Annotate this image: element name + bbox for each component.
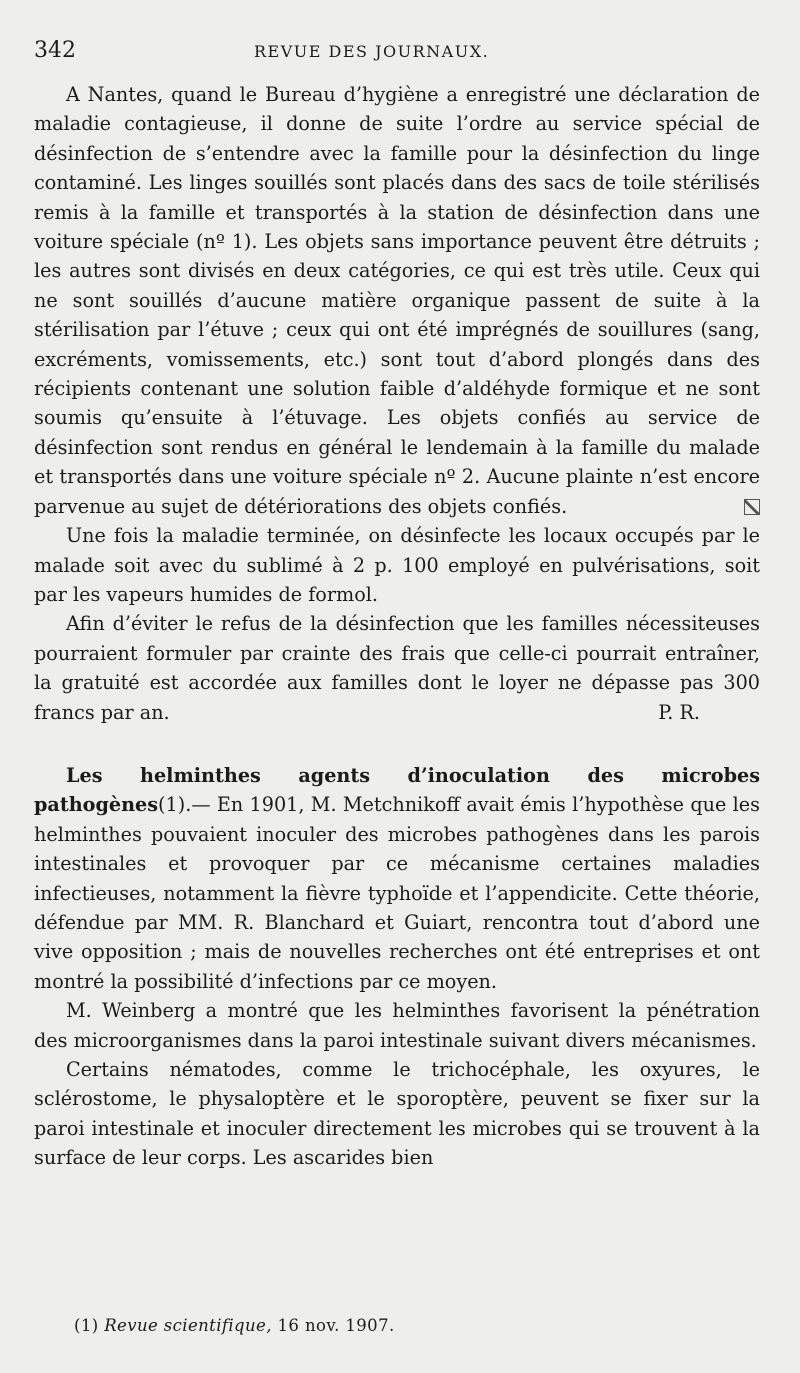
paragraph-weinberg: M. Weinberg a montré que les helminthes favorisent la pénétration des microorganismes dans la paroi intestinale suivant divers mécanismes. <box>34 999 760 1052</box>
paragraph-premises: Une fois la maladie terminée, on désinfecte les locaux occupés par le malade soit avec du sublimé à 2 p. 100 employé en pulvérisations, soit par les vapeurs humides de formol. <box>34 524 760 606</box>
paragraph-text: .— En 1901, M. Metchnikoff avait émis l’hypothèse que les helminthes pouvaient inoculer des microbes pathogènes dans les parois intestinales et provoquer par ce mécanisme certaines maladies infectieuses, notamment la fièvre typhoïde et l’appendicite. Cette théorie, défendue par MM. R. Blanchard et Guiart, rencontra tout d’abord une vive opposition ; mais de nouvelles recherches ont été entreprises et ont montré la possibilité d’infections par ce moyen. <box>34 793 760 993</box>
paragraph-helminthes <box>34 761 760 996</box>
section-title: Les helminthes agents d’inoculation des microbes pathogènes <box>34 763 760 817</box>
section-gap <box>34 727 760 761</box>
paragraph-nematodes: Certains nématodes, comme le trichocéphale, les oxyures, le sclérostome, le physaloptère et le sporoptère, peuvent se fixer sur la paroi intestinale et inoculer directement les microbes qui se trouvent à la surface de leur corps. Les ascarides bien <box>34 1058 760 1170</box>
author-initials: P. R. <box>658 700 700 724</box>
running-head: REVUE DES JOURNAUX. <box>254 42 490 61</box>
footnote <box>74 1316 395 1335</box>
body-text <box>34 80 760 1173</box>
paragraph-disinfection-nantes <box>34 80 760 521</box>
footnote-journal: Revue scientifique, <box>104 1316 272 1335</box>
footnote-date: 16 nov. 1907. <box>277 1316 395 1335</box>
paragraph-free-disinfection <box>34 609 760 727</box>
paragraph-text: Afin d’éviter le refus de la désinfection que les familles nécessiteuses pourraient formuler par crainte des frais que celle-ci pourrait entraîner, la gratuité est accordée aux familles dont le loyer ne dépasse pas 300 francs par an. <box>34 612 760 724</box>
reference-mark-icon <box>744 499 760 515</box>
page-header <box>34 38 760 66</box>
footnote-marker: (1) <box>74 1316 99 1335</box>
section-footnote-marker: (1) <box>158 793 186 817</box>
paragraph-text: A Nantes, quand le Bureau d’hygiène a enregistré une déclaration de maladie contagieuse, il donne de suite l’ordre au service spécial de désinfection de s’entendre avec la famille pour la désinfection du linge contaminé. Les linges souillés sont placés dans des sacs de toile stérilisés remis à la famille et transportés à la station de désinfection dans une voiture spéciale (nº 1). Les objets sans importance peuvent être détruits ; les autres sont divisés en deux catégories, ce qui est très utile. Ceux qui ne sont souillés d’aucune matière organique passent de suite à la stérilisation par l’étuve ; ceux qui ont été imprégnés de souillures (sang, excréments, vomissements, etc.) sont tout d’abord plongés dans des récipients contenant une solution faible d’aldéhyde formique et ne sont soumis qu’ensuite à l’étuvage. Les objets confiés au service de désinfection sont rendus en général le lendemain à la famille du malade et transportés dans une voiture spéciale nº 2. Aucune plainte n’est encore parvenue au sujet de détériorations des objets confiés. <box>34 83 760 518</box>
page-number: 342 <box>34 38 76 63</box>
